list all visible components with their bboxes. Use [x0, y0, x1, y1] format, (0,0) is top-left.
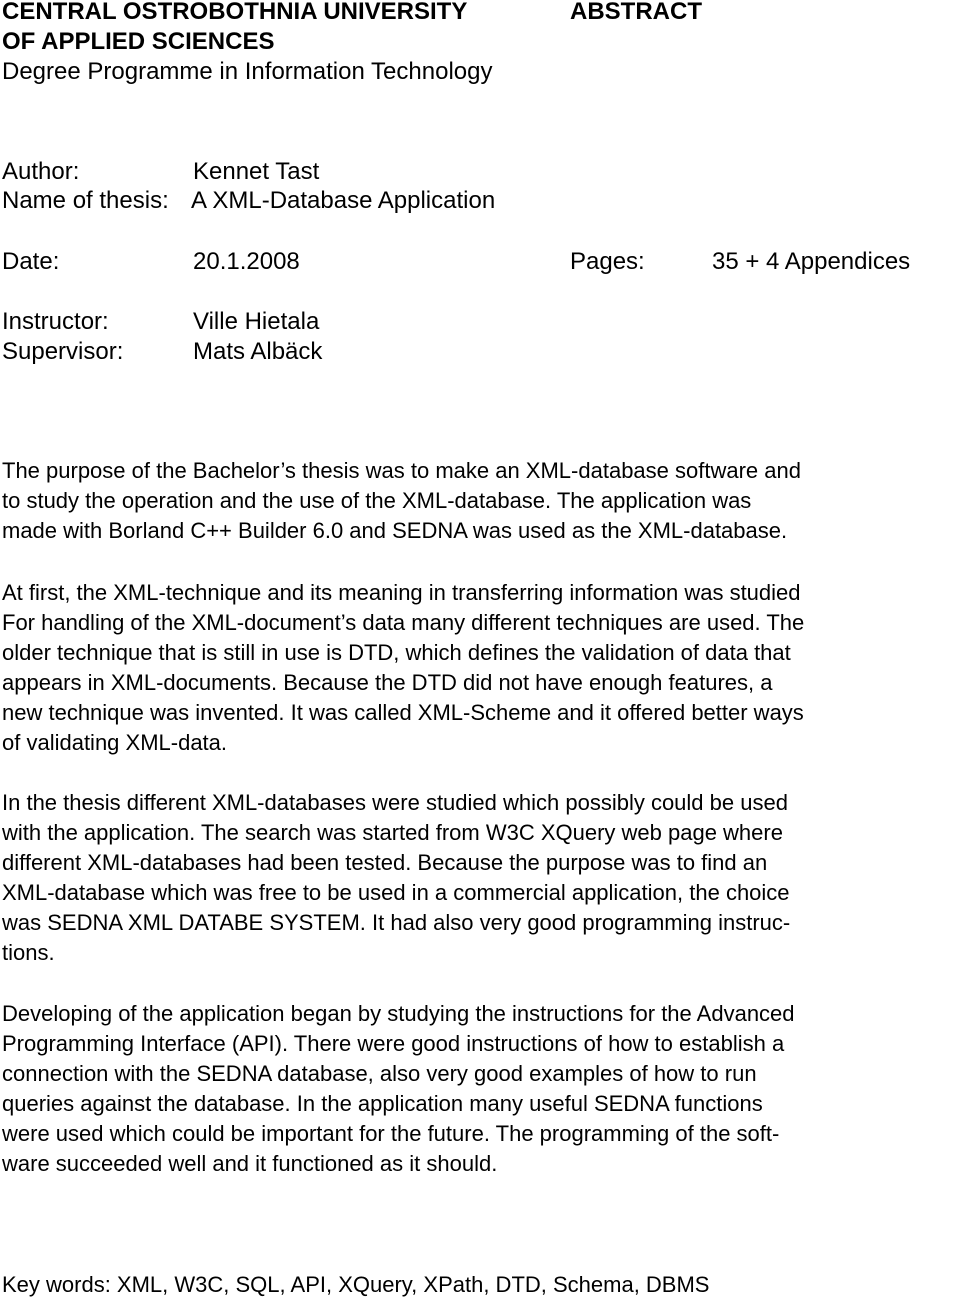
paragraph-line: In the thesis different XML-databases were studied which possibly could be used — [2, 790, 788, 815]
paragraph-line: At first, the XML-technique and its meaning in transferring information was studied — [2, 580, 801, 605]
degree-programme: Degree Programme in Information Technology — [2, 58, 493, 85]
paragraph-line: queries against the database. In the application many useful SEDNA functions — [2, 1091, 763, 1116]
paragraph-line: of validating XML-data. — [2, 730, 228, 755]
paragraph-line: appears in XML-documents. Because the DTD did not have enough features, a — [2, 670, 773, 695]
paragraph-line: different XML-databases had been tested. Because the purpose was to find an — [2, 850, 768, 875]
paragraph-line: to study the operation and the use of the XML-database. The application was — [2, 488, 752, 513]
paragraph-line: with the application. The search was started from W3C XQuery web page where — [2, 820, 783, 845]
paragraph-line: tions. — [2, 940, 55, 965]
date-value: 20.1.2008 — [193, 248, 300, 275]
keywords-line: Key words: XML, W3C, SQL, API, XQuery, XPath, DTD, Schema, DBMS — [2, 1272, 710, 1297]
paragraph-line: new technique was invented. It was called XML-Scheme and it offered better ways — [2, 700, 804, 725]
paragraph-line: The purpose of the Bachelor’s thesis was to make an XML-database software and — [2, 458, 801, 483]
date-label: Date: — [2, 248, 60, 275]
instructor-label: Instructor: — [2, 308, 109, 335]
abstract-paragraph-2 — [2, 578, 957, 758]
abstract-paragraph-4 — [2, 999, 957, 1179]
supervisor-value: Mats Albäck — [193, 338, 323, 365]
pages-value: 35 + 4 Appendices — [712, 248, 911, 275]
abstract-heading: ABSTRACT — [570, 0, 702, 25]
paragraph-line: older technique that is still in use is DTD, which defines the validation of data that — [2, 640, 791, 665]
thesis-name-label: Name of thesis: — [2, 187, 169, 214]
university-name-line2: OF APPLIED SCIENCES — [2, 28, 275, 55]
paragraph-line: XML-database which was free to be used in a commercial application, the choice — [2, 880, 790, 905]
university-name-line1: CENTRAL OSTROBOTHNIA UNIVERSITY — [2, 0, 468, 25]
author-value: Kennet Tast — [193, 158, 320, 185]
pages-label: Pages: — [570, 248, 645, 275]
paragraph-line: Programming Interface (API). There were good instructions of how to establish a — [2, 1031, 785, 1056]
paragraph-line: ware succeeded well and it functioned as it should. — [2, 1151, 498, 1176]
paragraph-line: For handling of the XML-document’s data many different techniques are used. The — [2, 610, 805, 635]
paragraph-line: was SEDNA XML DATABE SYSTEM. It had also very good programming instruc- — [2, 910, 791, 935]
abstract-paragraph-1 — [2, 456, 957, 546]
paragraph-line: made with Borland C++ Builder 6.0 and SEDNA was used as the XML-database. — [2, 518, 788, 543]
paragraph-line: connection with the SEDNA database, also very good examples of how to run — [2, 1061, 757, 1086]
paragraph-line: Developing of the application began by studying the instructions for the Advanced — [2, 1001, 795, 1026]
abstract-paragraph-3 — [2, 788, 957, 968]
supervisor-label: Supervisor: — [2, 338, 124, 365]
thesis-name-value: A XML-Database Application — [191, 187, 496, 214]
author-label: Author: — [2, 158, 80, 185]
instructor-value: Ville Hietala — [193, 308, 320, 335]
paragraph-line: were used which could be important for the future. The programming of the soft- — [2, 1121, 780, 1146]
